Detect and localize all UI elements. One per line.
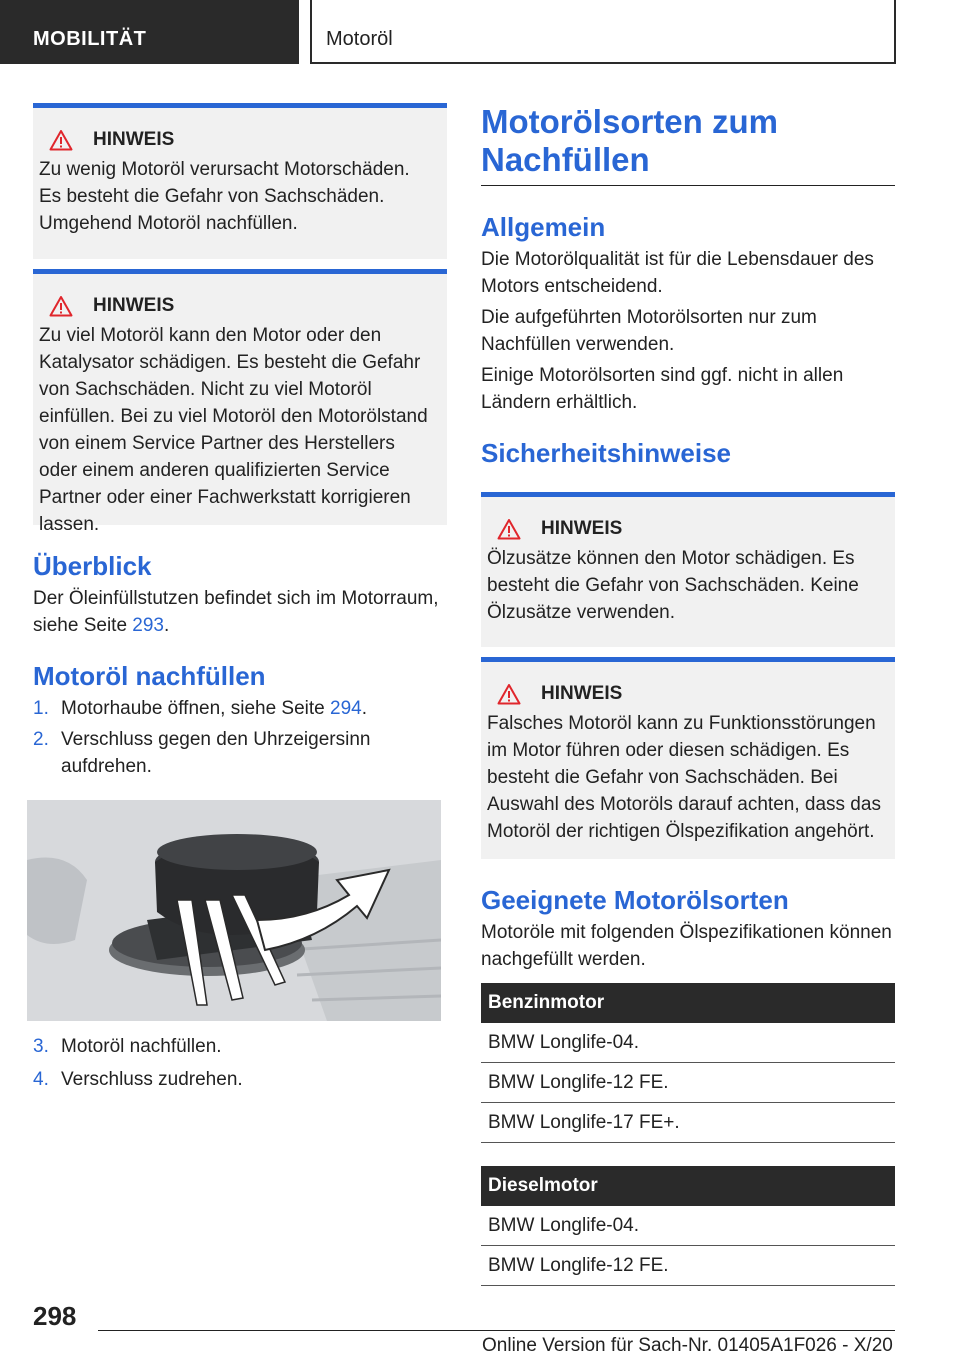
notice-label: HINWEIS	[541, 518, 623, 539]
notice-text: Falsches Motoröl kann zu Funktionsstörungen im Motor führen oder diesen schädigen. Es besteht die Gefahr von Sachschäden. Bei Auswahl des Motoröls darauf achten, dass das Motoröl der richtigen Ölspezifikation angehört.	[487, 713, 881, 842]
notice-label: HINWEIS	[541, 683, 623, 704]
table-row: BMW Longlife-12 FE.	[481, 1246, 895, 1286]
petrol-table	[481, 983, 895, 1143]
section-tab	[0, 0, 299, 64]
page-link[interactable]: 293	[132, 615, 164, 636]
right-column	[481, 103, 895, 1286]
notice-label: HINWEIS	[93, 295, 175, 316]
paragraph: Die Motorölqualität ist für die Lebensdauer des Motors entscheidend.	[481, 249, 874, 297]
step-text: Verschluss zudrehen.	[61, 1069, 243, 1090]
step-text-part: Motorhaube öffnen, siehe Seite	[61, 698, 331, 719]
notice-header	[487, 517, 885, 541]
step-number: 3.	[33, 1036, 49, 1057]
list-item	[33, 726, 447, 780]
section-heading: Geeignete Motorölsorten	[481, 885, 789, 915]
notice-header	[39, 128, 437, 152]
page-title: Motorölsorten zum Nachfüllen	[481, 103, 895, 186]
step-list	[33, 1033, 447, 1093]
section-heading: Überblick	[33, 551, 152, 581]
warning-icon	[497, 518, 521, 540]
step-text: Verschluss gegen den Uhrzeigersinn aufdrehen.	[61, 729, 371, 777]
oil-cap-photo	[27, 800, 441, 1021]
section-heading: Allgemein	[481, 212, 606, 242]
oil-cap-illustration	[27, 800, 441, 1021]
notice-label: HINWEIS	[93, 129, 175, 150]
list-item	[33, 1066, 447, 1093]
paragraph: Die aufgeführten Motorölsorten nur zum Nachfüllen verwenden.	[481, 307, 817, 355]
notice-box	[33, 103, 447, 259]
warning-icon	[497, 683, 521, 705]
table-row: BMW Longlife-17 FE+.	[481, 1103, 895, 1143]
left-column	[33, 103, 447, 1093]
step-number: 2.	[33, 729, 49, 750]
notice-box	[481, 657, 895, 859]
paragraph: Motoröle mit folgenden Ölspezifikationen können nachgefüllt werden.	[481, 922, 892, 970]
diesel-table	[481, 1166, 895, 1286]
section-heading: Motoröl nachfüllen	[33, 661, 266, 691]
step-number: 1.	[33, 698, 49, 719]
section-heading: Sicherheitshinweise	[481, 438, 731, 468]
notice-header	[39, 294, 437, 318]
section-title: MOBILITÄT	[33, 28, 147, 50]
step-list	[33, 695, 447, 780]
list-item	[33, 695, 447, 722]
list-item	[33, 1033, 447, 1060]
footer-divider	[98, 1330, 895, 1331]
notice-box	[33, 269, 447, 535]
page-link[interactable]: 294	[330, 698, 362, 719]
step-text	[61, 695, 367, 722]
table-row: BMW Longlife-12 FE.	[481, 1063, 895, 1103]
warning-icon	[49, 295, 73, 317]
notice-box	[481, 492, 895, 647]
table-header: Benzinmotor	[481, 983, 895, 1023]
overview-text-part: Der Öleinfüllstutzen befindet sich im Motorraum, siehe Seite	[33, 588, 439, 636]
table-row: BMW Longlife-04.	[481, 1206, 895, 1246]
chapter-title: Motoröl	[326, 28, 393, 50]
overview-text-end: .	[164, 615, 170, 636]
step-text: Motoröl nachfüllen.	[61, 1036, 222, 1057]
table-header: Dieselmotor	[481, 1166, 895, 1206]
chapter-header	[310, 0, 896, 64]
footer-text: Online Version für Sach-Nr. 01405A1F026 - X/20	[482, 1335, 893, 1356]
notice-header	[487, 682, 885, 706]
warning-icon	[49, 129, 73, 151]
notice-text: Ölzusätze können den Motor schädigen. Es besteht die Gefahr von Sachschäden. Keine Ölzusätze verwenden.	[487, 548, 859, 623]
notice-text: Zu wenig Motoröl verursacht Motorschäden. Es besteht die Gefahr von Sachschäden. Umgehend Motoröl nachfüllen.	[39, 159, 410, 234]
notice-text: Zu viel Motoröl kann den Motor oder den Katalysator schädigen. Es besteht die Gefahr von Sachschäden. Nicht zu viel Motoröl einfüllen. Bei zu viel Motoröl den Motorölstand von einem Service Partner des Herstellers oder einem anderen qualifizierten Service Partner oder einer Fachwerkstatt korrigieren lassen.	[39, 325, 428, 535]
step-number: 4.	[33, 1069, 49, 1090]
page-number: 298	[33, 1301, 77, 1331]
step-text-end: .	[361, 698, 367, 719]
table-row: BMW Longlife-04.	[481, 1023, 895, 1063]
overview-text	[33, 585, 447, 639]
paragraph: Einige Motorölsorten sind ggf. nicht in allen Ländern erhältlich.	[481, 365, 844, 413]
